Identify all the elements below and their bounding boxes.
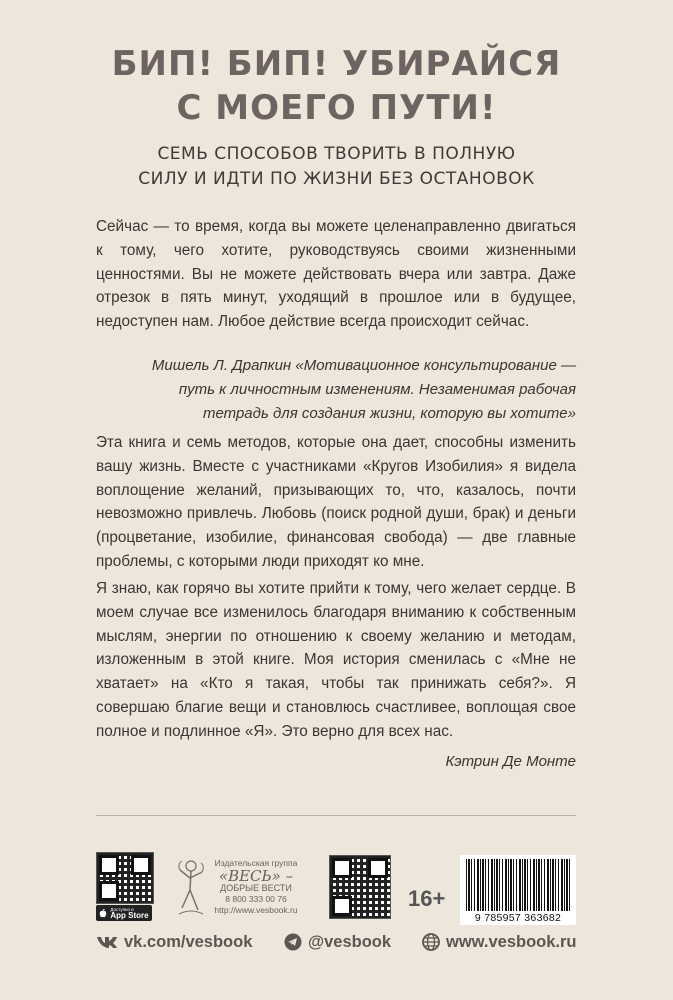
telegram-link[interactable] — [284, 930, 391, 954]
book-title — [0, 42, 673, 130]
publisher-logo-icon — [176, 858, 206, 920]
qr-code-icon[interactable] — [329, 855, 391, 919]
book-subtitle — [0, 142, 673, 192]
apple-icon — [99, 909, 107, 918]
publisher-phone: 8 800 333 00 76 — [225, 894, 287, 904]
telegram-icon — [284, 933, 302, 951]
qr-corner — [332, 858, 352, 878]
book-title-line-1: БИП! БИП! УБИРАЙСЯ — [111, 44, 562, 84]
qr-corner — [332, 896, 352, 916]
qr-code-icon[interactable] — [96, 852, 154, 904]
author-signature: Кэтрин Де Монте — [445, 753, 576, 770]
website-link[interactable] — [422, 930, 577, 954]
website-label: www.vesbook.ru — [446, 932, 577, 951]
age-rating: 16+ — [408, 886, 446, 911]
qr-corner — [99, 855, 119, 875]
app-store-badge[interactable] — [96, 905, 152, 921]
book-subtitle-line-1: СЕМЬ СПОСОБОВ ТВОРИТЬ В ПОЛНУЮ — [157, 144, 516, 164]
qr-corner — [131, 855, 151, 875]
telegram-label: @vesbook — [308, 932, 392, 951]
book-title-line-2: С МОЕГО ПУТИ! — [176, 88, 497, 128]
book-subtitle-line-2: СИЛУ И ИДТИ ПО ЖИЗНИ БЕЗ ОСТАНОВОК — [138, 169, 535, 189]
barcode-bars — [466, 859, 570, 911]
publisher-block — [176, 858, 306, 920]
app-store-small: Доступно в — [110, 906, 134, 912]
publisher-text — [204, 858, 308, 916]
divider — [96, 815, 576, 816]
paragraph-3: Я знаю, как горячо вы хотите прийти к тому, чего желает сердце. В моем случае все изменилось благодаря вниманию к собственным мыслям, энергии по отношению к своему желанию и методам, изложенным в этой книге. Моя история сменилась с «Мне не хватает» на «Кто я такая, чтобы так принижать себя?». Я совершаю благие вещи и становлюсь счастливее, воплощая свое полное и подлинное «Я». Это верно для всех нас. — [96, 580, 576, 740]
qr-corner — [368, 858, 388, 878]
quote-line-1: Мишель Л. Драпкин «Мотивационное консультирование — — [151, 357, 576, 374]
quote-line-2: путь к личностным изменениям. Незаменимая рабочая — [178, 380, 576, 398]
globe-icon — [422, 933, 440, 951]
app-store-label — [110, 907, 148, 920]
barcode-icon — [460, 855, 576, 925]
publisher-name: «ВЕСЬ» – — [218, 867, 294, 885]
vk-link[interactable] — [96, 930, 252, 954]
isbn-number: 9 785957 363682 — [474, 912, 562, 924]
publisher-url[interactable]: http://www.vesbook.ru — [214, 905, 298, 915]
publisher-group: Издательская группа — [214, 858, 298, 868]
vk-label: vk.com/vesbook — [124, 932, 253, 951]
publisher-tagline: ДОБРЫЕ ВЕСТИ — [220, 883, 292, 893]
vk-icon — [96, 935, 118, 949]
app-store-name: App Store — [110, 910, 149, 920]
epigraph-quote — [140, 354, 576, 425]
quote-line-3: тетрадь для создания жизни, которую вы хотите» — [202, 404, 576, 422]
paragraph-1: Сейчас — то время, когда вы можете целенаправленно двигаться к тому, чего хотите, руководствуясь своими жизненными ценностями. Вы не можете действовать вчера или завтра. Даже отрезок в пять минут, уходящий в прошлое или в будущее, недоступен нам. Любое действие всегда происходит сейчас. — [96, 218, 576, 331]
paragraph-2: Эта книга и семь методов, которые она дает, способны изменить вашу жизнь. Вместе с участниками «Кругов Изобилия» я видела воплощение желаний, призывающих то, что, казалось, почти невозможно привлечь. Любовь (поиск родной души, брак) и деньги (процветание, изобилие, финансовая свобода) — две главные проблемы, с которыми люди приходят ко мне. — [96, 434, 576, 570]
qr-corner — [99, 881, 119, 901]
